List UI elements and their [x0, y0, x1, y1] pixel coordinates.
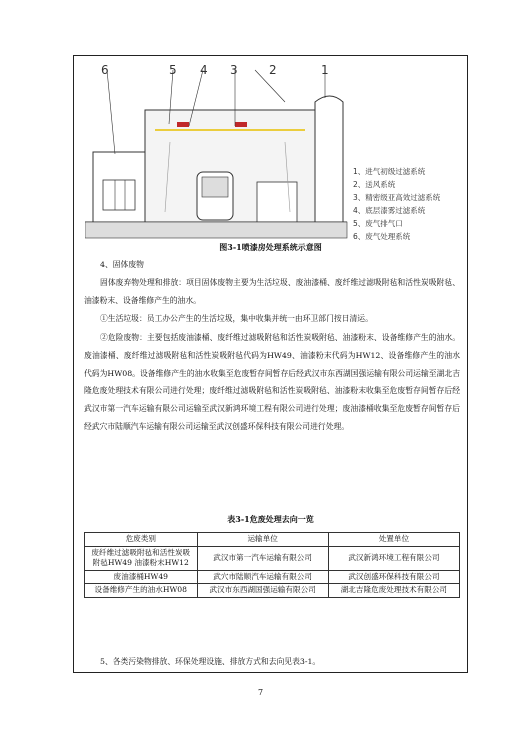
table-header: 处置单位: [328, 533, 459, 547]
callout-6: 6: [101, 63, 109, 77]
closing-line: 5、各类污染物排放、环保处理设施、排放方式和去向见表3-1。: [100, 657, 321, 666]
table-cell: 武汉新鸿环境工程有限公司: [328, 546, 459, 570]
section-heading: 4、固体废物: [100, 260, 144, 269]
table-cell: 设备维修产生的油水HW08: [85, 584, 198, 598]
table-cell: 武汉创盛环保科技有限公司: [328, 570, 459, 584]
callout-1: 1: [321, 63, 329, 77]
legend-item: 1、进气初级过滤系统: [353, 167, 426, 176]
legend-item: 3、精密级亚高效过滤系统: [353, 193, 441, 202]
legend-item: 2、送风系统: [353, 180, 396, 189]
figure-caption: 图3-1喷漆房处理系统示意图: [219, 242, 322, 252]
table-cell: 湖北吉隆危废处理技术有限公司: [328, 584, 459, 598]
table-row: [85, 584, 460, 598]
table-cell: 武汉市第一汽车运输有限公司: [197, 546, 328, 570]
spray-booth-diagram: [85, 62, 460, 242]
paragraph: ①生活垃圾：员工办公产生的生活垃圾，集中收集并统一由环卫部门按日清运。: [100, 314, 373, 323]
table-cell: 废纤维过滤吸附毡和活性炭吸附毡HW49 油漆粉末HW12: [85, 546, 198, 570]
table-header: 运输单位: [197, 533, 328, 547]
legend-item: 4、底层漆雾过滤系统: [353, 206, 426, 215]
callout-2: 2: [269, 63, 277, 77]
callout-3: 3: [230, 63, 238, 77]
table-cell: 武穴市陆顺汽车运输有限公司: [197, 570, 328, 584]
table-cell: 武汉市东西湖国强运输有限公司: [197, 584, 328, 598]
table-header: 危废类别: [85, 533, 198, 547]
legend-item: 5、废气排气口: [353, 219, 403, 228]
page-number: 7: [257, 688, 264, 697]
hazardous-waste-table: [84, 532, 460, 598]
table-cell: 废油漆桶HW49: [85, 570, 198, 584]
paragraph: 固体废弃物处理和排放：项目固体废物主要为生活垃圾、废油漆桶、废纤维过滤吸附毡和活性炭吸附毡、油漆粉末、设备维修产生的油水。: [84, 278, 460, 305]
paragraph: ②危险废物：主要包括废油漆桶、废纤维过滤吸附毡和活性炭吸附毡、油漆粉末、设备维修产生的油水。废油漆桶、废纤维过滤吸附毡和活性炭吸附毡代码为HW49、油漆粉末代码为HW12、设备维修产生的油水代码为HW08。设备维修产生的油水收集至危废暂存间暂存后经武汉市东西湖国强运输有限公司运输至湖北吉隆危废处理技术有限公司进行处理；废纤维过滤吸附毡和活性炭吸附毡、油漆粉末收集至危废暂存间暂存后经武汉市第一汽车运输有限公司运输至武汉新鸿环境工程有限公司进行处理；废油漆桶收集至危废暂存间暂存后经武穴市陆顺汽车运输有限公司运输至武汉创盛环保科技有限公司进行处理。: [84, 333, 460, 431]
table-caption: 表3-1危废处理去向一览: [227, 514, 314, 524]
table-row: [85, 546, 460, 570]
table-header-row: [85, 533, 460, 547]
callout-5: 5: [169, 63, 177, 77]
legend-item: 6、废气处理系统: [353, 232, 411, 241]
callout-4: 4: [200, 63, 208, 77]
table-row: [85, 570, 460, 584]
